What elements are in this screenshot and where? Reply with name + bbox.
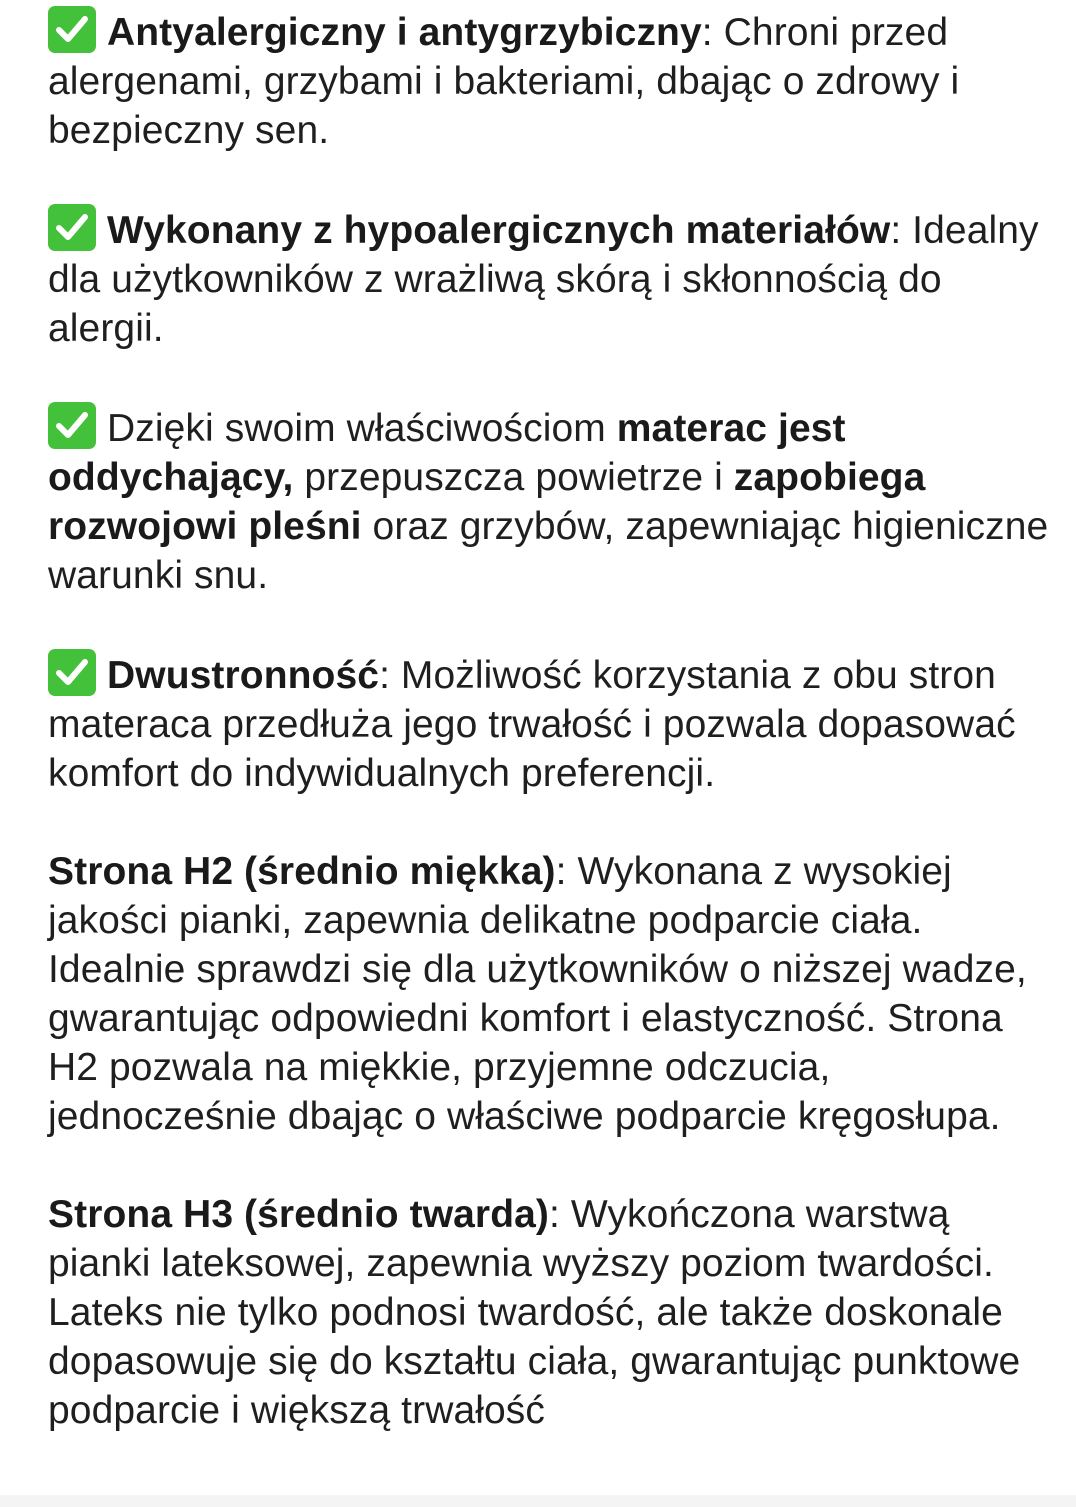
feature-text: przepuszcza powietrze i	[293, 456, 734, 499]
check-mark-button-icon	[48, 6, 96, 53]
side-title: Strona H3 (średnio twarda)	[48, 1193, 550, 1236]
side-text: : Wykończona warstwą pianki lateksowej, zapewnia wyższy poziom twardości. Lateks nie tylko podnosi twardość, ale także doskonale dopasowuje się do kształtu ciała, gwarantując punktowe podparcie i większą trwałość	[48, 1193, 1021, 1432]
feature-text: : Możliwość korzystania z obu stron materaca przedłuża jego trwałość i pozwala dopasować komfort do indywidualnych preferencji.	[48, 654, 1016, 795]
feature-breathable	[48, 402, 1058, 600]
feature-hypoallergenic	[48, 204, 1058, 353]
feature-text: Dzięki swoim właściwościom	[107, 407, 617, 450]
product-description	[48, 6, 1058, 1484]
feature-highlight: zapobiega rozwojowi pleśni	[48, 456, 926, 548]
feature-title: Dwustronność	[107, 654, 380, 697]
feature-text: : Chroni przed alergenami, grzybami i bakteriami, dbając o zdrowy i bezpieczny sen.	[48, 11, 960, 152]
feature-text: : Idealny dla użytkowników z wrażliwą skórą i skłonnością do alergii.	[48, 209, 1039, 350]
feature-title: Antyalergiczny i antygrzybiczny	[107, 11, 702, 54]
feature-highlight: materac jest oddychający,	[48, 407, 846, 499]
feature-text: oraz grzybów, zapewniając higieniczne warunki snu.	[48, 505, 1049, 597]
side-h2-description	[48, 847, 1058, 1141]
feature-antiallergic	[48, 6, 1058, 155]
side-h3-description	[48, 1190, 1058, 1435]
check-mark-button-icon	[48, 204, 96, 251]
feature-double-sided	[48, 649, 1058, 798]
side-title: Strona H2 (średnio miękka)	[48, 850, 556, 893]
bottom-edge	[0, 1495, 1076, 1507]
check-mark-button-icon	[48, 402, 96, 449]
feature-title: Wykonany z hypoalergicznych materiałów	[107, 209, 891, 252]
side-text: : Wykonana z wysokiej jakości pianki, zapewnia delikatne podparcie ciała. Idealnie sprawdzi się dla użytkowników o niższej wadze, gwarantując odpowiedni komfort i elastyczność. Strona H2 pozwala na miękkie, przyjemne odczucia, jednocześnie dbając o właściwe podparcie kręgosłupa.	[48, 850, 1027, 1138]
check-mark-button-icon	[48, 649, 96, 696]
